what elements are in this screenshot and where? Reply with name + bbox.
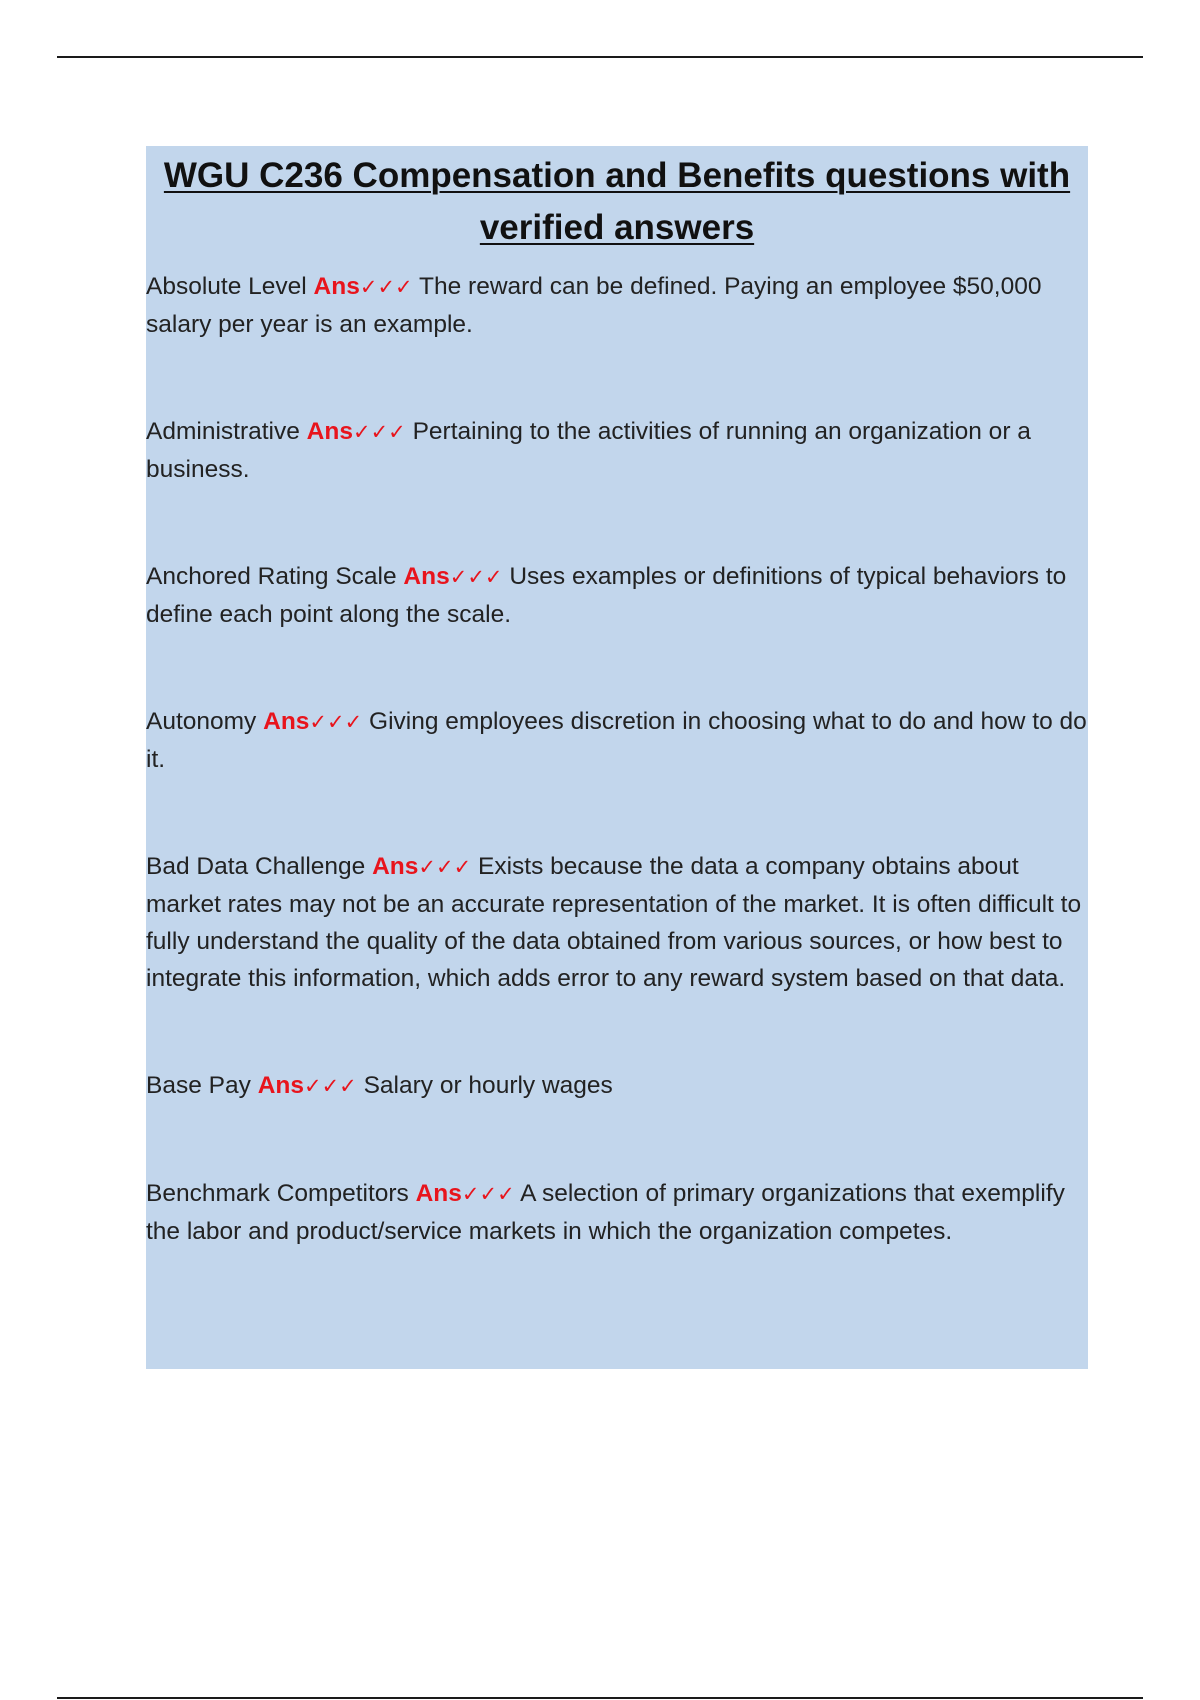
list-item [146,703,1088,778]
list-item [146,413,1088,488]
answer-marker: Ans [372,853,419,880]
list-item [146,1175,1088,1250]
entry-definition: Uses examples or definitions of typical behaviors to define each point along the scale. [146,563,1067,628]
entry-definition: Pertaining to the activities of running an organization or a business. [146,418,1031,483]
check-marks-icon: ✓✓✓ [418,855,472,879]
entry-definition: Exists because the data a company obtains about market rates may not be an accurate representation of the market. It is often difficult to fully understand the quality of the data obtained from various sources, or how best to integrate this information, which adds error to any reward system based on that data. [146,853,1082,992]
answer-marker: Ans [403,563,450,590]
answer-marker: Ans [257,1072,304,1099]
entry-definition: The reward can be defined. Paying an employee $50,000 salary per year is an example. [146,273,1042,338]
page-bottom-rule [57,1697,1143,1699]
entry-term: Benchmark Competitors [146,1180,409,1207]
answer-marker: Ans [313,273,360,300]
entry-term: Bad Data Challenge [146,853,366,880]
entry-definition: A selection of primary organizations that exemplify the labor and product/service markets in which the organization competes. [146,1180,1065,1245]
entry-term: Autonomy [146,708,257,735]
entry-term: Administrative [146,418,300,445]
content-panel [146,146,1088,1369]
list-item [146,268,1088,343]
check-marks-icon: ✓✓✓ [359,275,413,299]
check-marks-icon: ✓✓✓ [309,710,363,734]
entry-list [146,268,1088,1250]
check-marks-icon: ✓✓✓ [352,420,406,444]
list-item [146,558,1088,633]
check-marks-icon: ✓✓✓ [461,1182,515,1206]
entry-term: Absolute Level [146,273,307,300]
check-marks-icon: ✓✓✓ [303,1074,357,1098]
entry-definition: Giving employees discretion in choosing what to do and how to do it. [146,708,1087,773]
answer-marker: Ans [415,1180,462,1207]
entry-term: Anchored Rating Scale [146,563,397,590]
entry-definition: Salary or hourly wages [363,1072,613,1099]
answer-marker: Ans [306,418,353,445]
entry-term: Base Pay [146,1072,251,1099]
check-marks-icon: ✓✓✓ [449,565,503,589]
list-item [146,848,1088,997]
page-top-rule [57,56,1143,58]
list-item [146,1067,1088,1105]
answer-marker: Ans [263,708,310,735]
document-title: WGU C236 Compensation and Benefits questions with verified answers [163,156,1071,247]
